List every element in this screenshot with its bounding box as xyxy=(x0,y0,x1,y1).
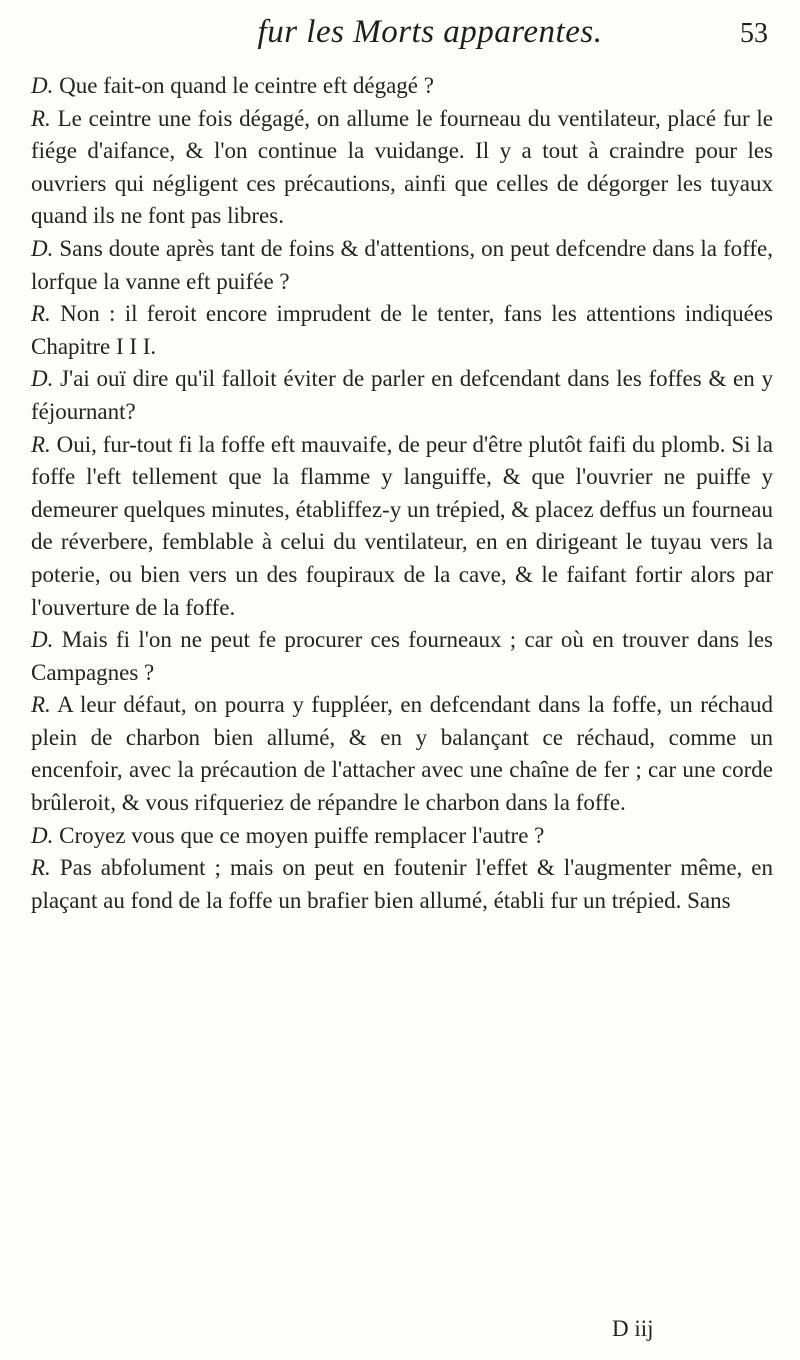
paragraph-text: Que fait-on quand le ceintre eft dégagé ? xyxy=(53,73,434,98)
speaker-label: R. xyxy=(31,855,51,881)
paragraph-text: Pas abfolument ; mais on peut en foutenir l'effet & l'augmenter même, en plaçant au fond de la foffe un brafier bien allumé, établi fur un trépied. Sans xyxy=(31,855,773,913)
paragraph-text: Le ceintre une fois dégagé, on allume le fourneau du ventilateur, placé fur le fiége d'aifance, & l'on continue la vuidange. Il y a tout à craindre pour les ouvriers qui négligent ces précautions, ainfi que celles de dégorger les tuyaux quand ils ne font pas libres. xyxy=(31,105,773,229)
speaker-label: R. xyxy=(31,431,51,457)
paragraph-text: Non : il feroit encore imprudent de le tenter, fans les attentions indiquées Chapitre I I I. xyxy=(31,301,773,359)
page-footer xyxy=(0,1316,800,1352)
paragraph-text: Sans doute après tant de foins & d'attentions, on peut defcendre dans la foffe, lorfque la vanne eft puifée ? xyxy=(31,235,773,294)
dialogue-paragraph xyxy=(31,70,773,103)
speaker-label: D. xyxy=(31,627,54,653)
signature-mark: D iij xyxy=(612,1316,654,1341)
speaker-label: D. xyxy=(31,366,54,392)
paragraph-text: Croyez vous que ce moyen puiffe remplacer l'autre ? xyxy=(53,822,545,848)
dialogue-paragraph xyxy=(31,363,773,428)
paragraph-text: Oui, fur-tout fi la foffe eft mauvaife, de peur d'être plutôt faifi du plomb. Si la foffe l'eft tellement que la flamme y languiffe, & que l'ouvrier ne puiffe y demeurer quelques minutes, établiffez-y un trépied, & placez deffus un fourneau de réverbere, femblable à celui du ventilateur, en en dirigeant le tuyau vers la poterie, ou bien vers un des foupiraux de la cave, & le faifant fortir alors par l'ouverture de la foffe. xyxy=(31,431,773,620)
dialogue-paragraph xyxy=(31,689,773,819)
dialogue-paragraph xyxy=(31,298,773,363)
dialogue-paragraph xyxy=(31,820,773,853)
dialogue-paragraph xyxy=(31,624,773,689)
dialogue-text xyxy=(31,70,773,917)
speaker-label: D. xyxy=(31,822,54,848)
speaker-label: R. xyxy=(31,301,51,327)
page-number: 53 xyxy=(740,18,768,49)
paragraph-text: J'ai ouï dire qu'il falloit éviter de parler en defcendant dans les foffes & en y féjournant? xyxy=(31,366,773,424)
speaker-label: R. xyxy=(31,105,51,131)
speaker-label: D. xyxy=(31,73,54,98)
paragraph-text: A leur défaut, on pourra y fuppléer, en defcendant dans la foffe, un réchaud plein de charbon bien allumé, & en y balançant ce réchaud, comme un encenfoir, avec la précaution de l'attacher avec une chaîne de fer ; car une corde brûleroit, & vous rifqueriez de répandre le charbon dans la foffe. xyxy=(31,692,773,816)
paragraph-text: Mais fi l'on ne peut fe procurer ces fourneaux ; car où en trouver dans les Campagnes ? xyxy=(31,627,773,685)
dialogue-paragraph xyxy=(31,233,773,298)
dialogue-paragraph xyxy=(31,429,773,625)
speaker-label: R. xyxy=(31,692,51,718)
page-header xyxy=(0,14,800,64)
running-title: fur les Morts apparentes. xyxy=(257,14,603,50)
speaker-label: D. xyxy=(31,235,54,261)
dialogue-paragraph xyxy=(31,852,773,917)
dialogue-paragraph xyxy=(31,103,773,233)
